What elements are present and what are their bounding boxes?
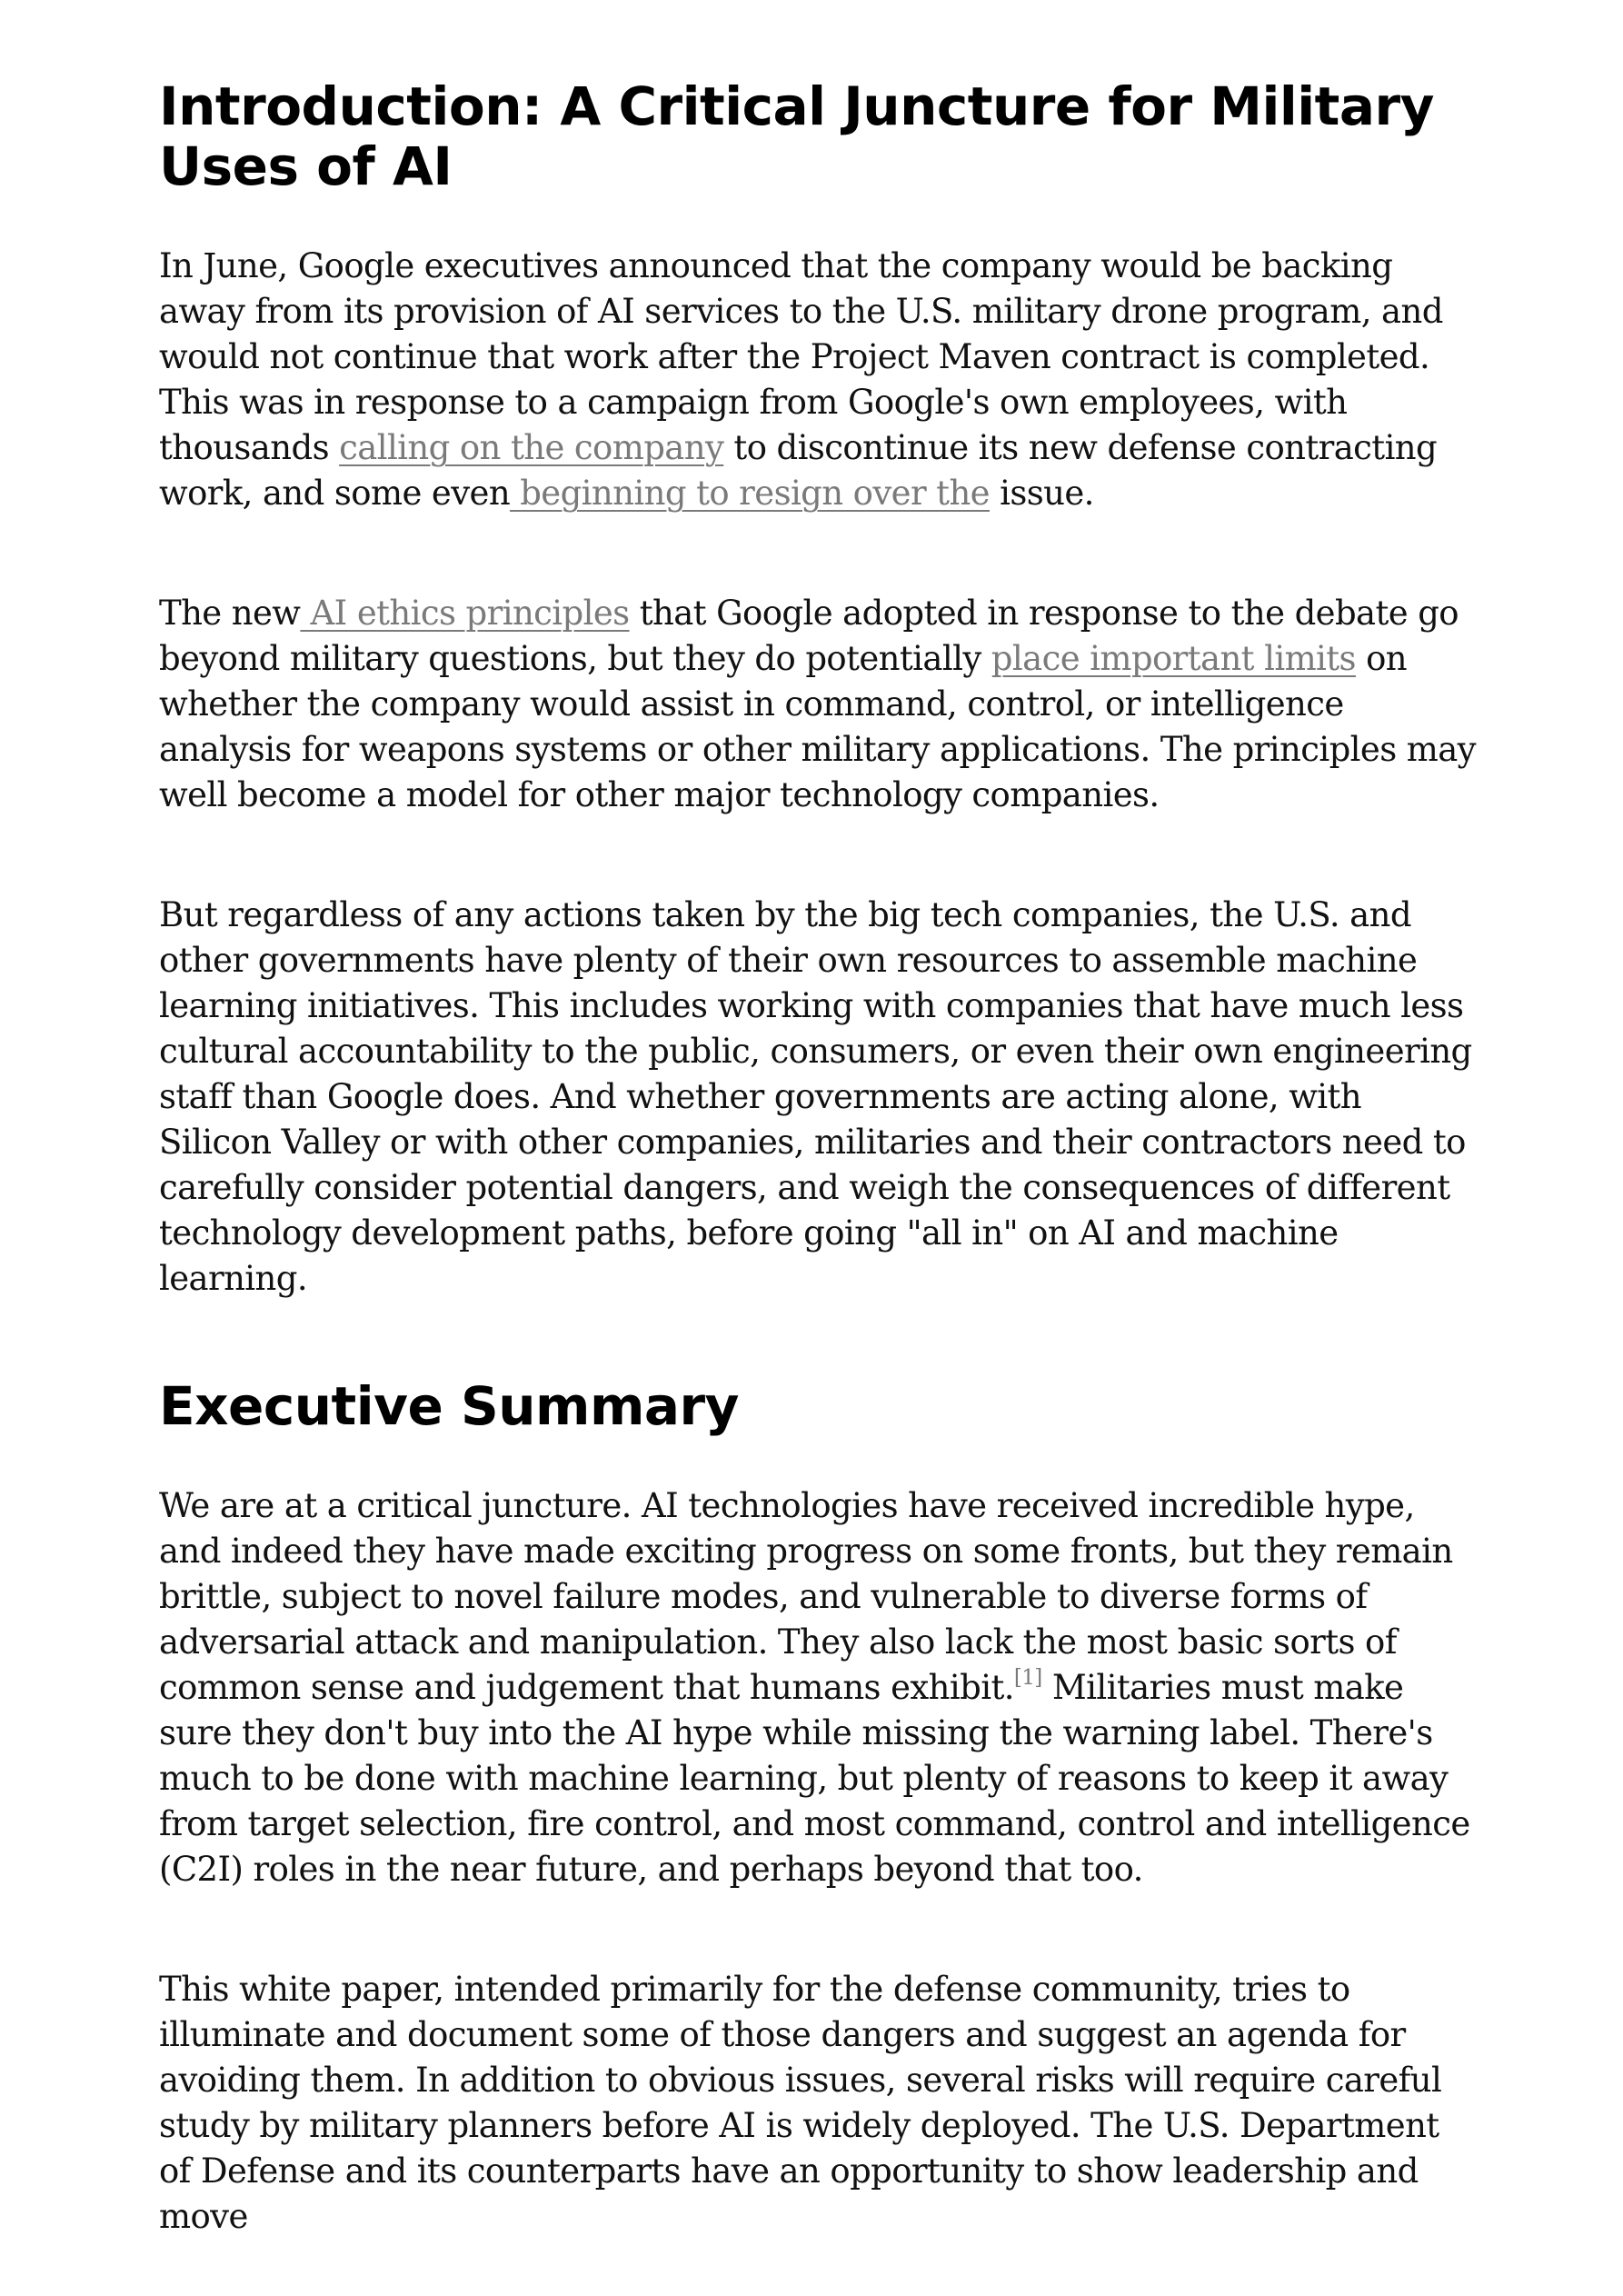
text-segment: Militaries must make sure they don't buy into the AI hype while missing the warning label. There's much to be done with machine learning, but plenty of reasons to keep it away from target selection, fire control, and most command, control and intelligence (C2I) roles in the near future, and perhaps beyond that too.: [159, 1668, 1470, 1889]
calling-on-company-link[interactable]: calling on the company: [339, 428, 724, 467]
text-segment: The new: [159, 594, 301, 633]
exec-paragraph-1: [159, 1483, 1478, 1892]
resign-link[interactable]: beginning to resign over the: [510, 474, 990, 513]
intro-paragraph-1: [159, 244, 1478, 516]
footnote-ref-1[interactable]: [1]: [1013, 1666, 1042, 1690]
place-important-limits-link[interactable]: place important limits: [991, 639, 1356, 678]
text-segment: We are at a critical juncture. AI technologies have received incredible hype, and indeed they have made exciting progress on some fronts, but they remain brittle, subject to novel failure modes, and vulnerable to diverse forms of adversarial attack and manipulation. They also lack the most basic sorts of common sense and judgement that humans exhibit.: [159, 1486, 1453, 1707]
intro-paragraph-3: But regardless of any actions taken by the big tech companies, the U.S. and other governments have plenty of their own resources to assemble machine learning initiatives. This includes working with companies that have much less cultural accountability to the public, consumers, or even their own engineering staff than Google does. And whether governments are acting alone, with Silicon Valley or with other companies, militaries and their contractors need to carefully consider potential dangers, and weigh the consequences of different technology development paths, before going "all in" on AI and machine learning.: [159, 895, 1472, 1298]
ai-ethics-principles-link[interactable]: AI ethics principles: [300, 594, 630, 633]
text-segment: that Google adopted in response to the debate go beyond military questions, but they do potentially: [159, 594, 1459, 678]
text-segment: on whether the company would assist in command, control, or intelligence analysis for weapons systems or other military applications. The principles may well become a model for other major technology companies.: [159, 639, 1476, 814]
intro-heading: Introduction: A Critical Juncture for Military Uses of AI: [159, 75, 1434, 197]
text-segment: In June, Google executives announced that the company would be backing away from its provision of AI services to the U.S. military drone program, and would not continue that work after the Project Maven contract is completed. This was in response to a campaign from Google's own employees, with thousands: [159, 246, 1443, 467]
text-segment: issue.: [989, 474, 1094, 513]
text-segment: to discontinue its new defense contracting work, and some even: [159, 428, 1438, 513]
executive-summary-heading: Executive Summary: [159, 1375, 739, 1437]
exec-paragraph-2: This white paper, intended primarily for the defense community, tries to illuminate and document some of those dangers and suggest an agenda for avoiding them. In addition to obvious issues, several risks will require careful study by military planners before AI is widely deployed. The U.S. Department of Defense and its counterparts have an opportunity to show leadership and move: [159, 1970, 1442, 2236]
intro-paragraph-2: [159, 591, 1478, 818]
